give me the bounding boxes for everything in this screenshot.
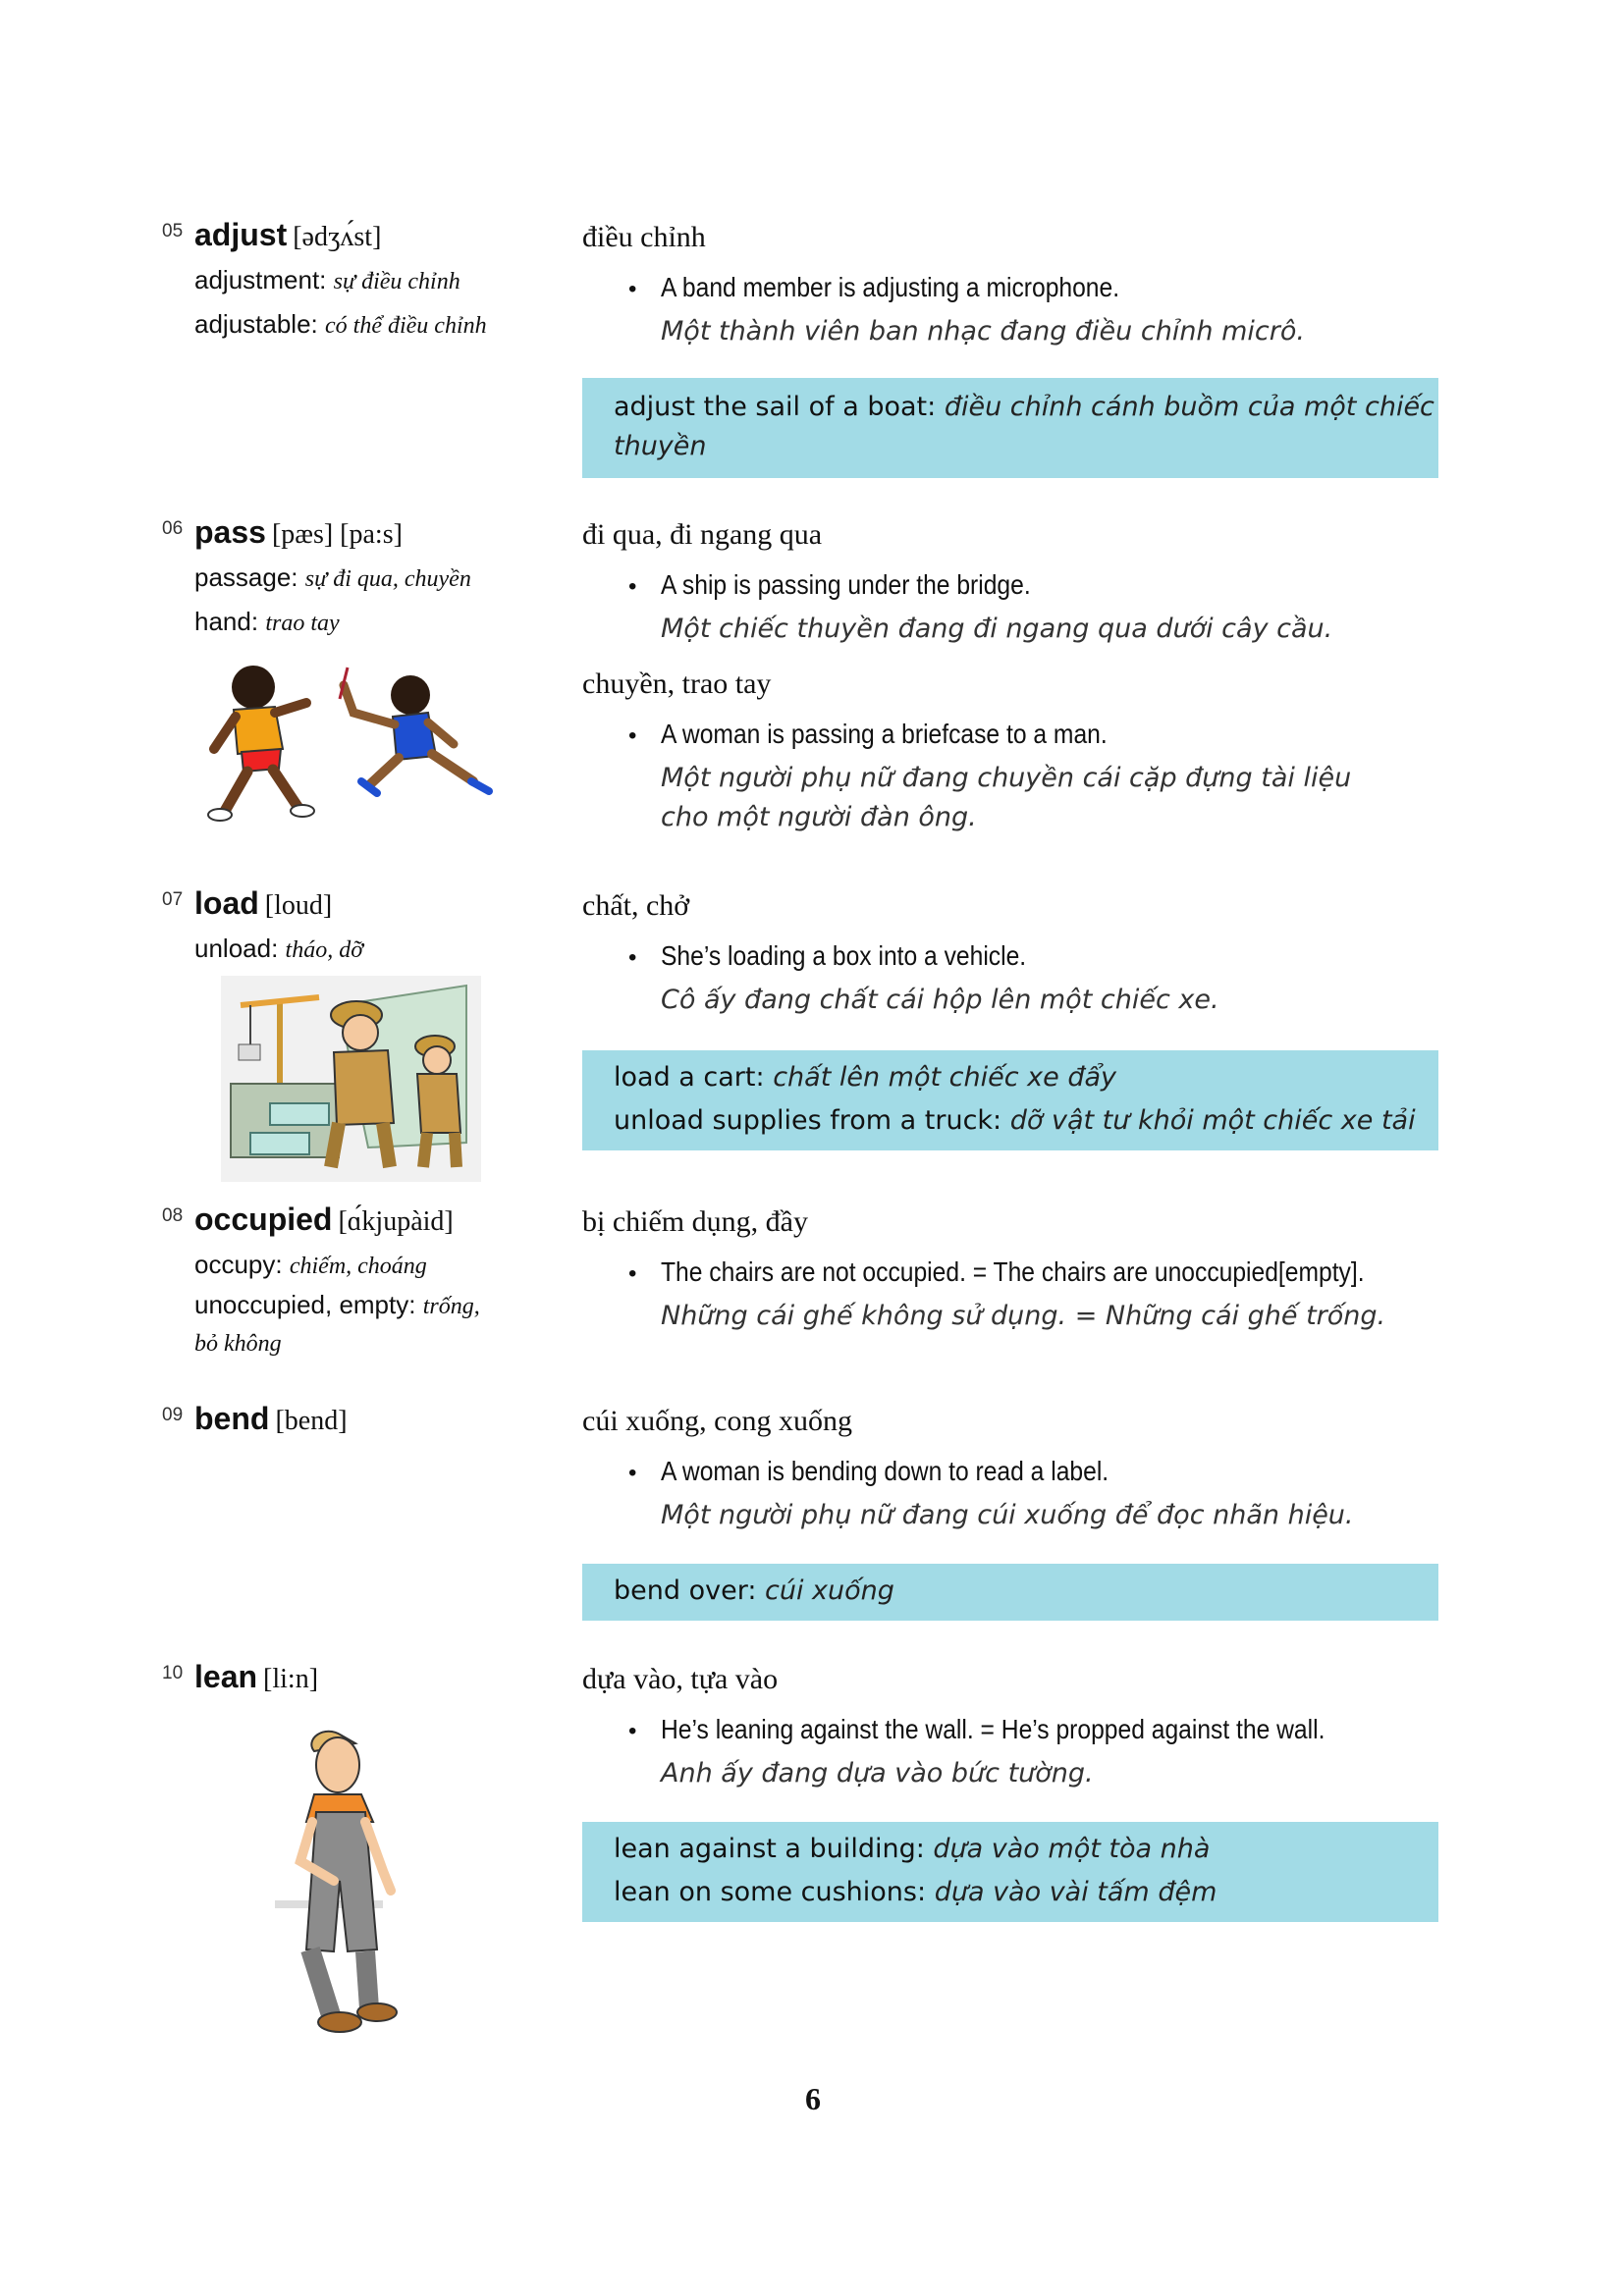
headword bbox=[194, 1201, 454, 1238]
derivative-meaning: trao tay bbox=[265, 611, 340, 636]
example-sentence: A woman is passing a briefcase to a man. bbox=[661, 719, 1108, 749]
headword bbox=[194, 217, 381, 253]
example-translation: Anh ấy đang dựa vào bức tường. bbox=[661, 1758, 1094, 1789]
derivative bbox=[194, 562, 471, 593]
entry-number: 09 bbox=[162, 1405, 184, 1425]
collocation-box bbox=[582, 1822, 1438, 1922]
bullet-icon: • bbox=[628, 276, 637, 302]
collocation-vi: thuyền bbox=[614, 431, 707, 461]
entry-number: 05 bbox=[162, 221, 184, 241]
collocation-box bbox=[582, 378, 1438, 478]
sense-meaning: đi qua, đi ngang qua bbox=[582, 518, 823, 551]
derivative-meaning: tháo, dỡ bbox=[285, 937, 364, 963]
example-sentence: The chairs are not occupied. = The chairs are unoccupied[empty]. bbox=[661, 1256, 1365, 1287]
example-translation: cho một người đàn ông. bbox=[661, 802, 977, 832]
collocation-en: bend over: bbox=[614, 1575, 757, 1606]
collocation-en: load a cart: bbox=[614, 1062, 765, 1093]
example-translation: Một thành viên ban nhạc đang điều chỉnh micrô. bbox=[661, 316, 1305, 347]
example-sentence: A ship is passing under the bridge. bbox=[661, 569, 1031, 600]
collocation-vi: dựa vào vài tấm đệm bbox=[934, 1877, 1217, 1907]
collocation-vi: điều chỉnh cánh buồm của một chiếc bbox=[944, 392, 1434, 422]
derivative-meaning: sự điều chỉnh bbox=[333, 269, 460, 294]
collocation-vi: dỡ vật tư khỏi một chiếc xe tải bbox=[1009, 1105, 1416, 1136]
entry-number: 06 bbox=[162, 518, 184, 539]
collocation-en: adjust the sail of a boat: bbox=[614, 392, 937, 422]
example-sentence: A band member is adjusting a microphone. bbox=[661, 272, 1120, 302]
entry-number: 10 bbox=[162, 1663, 184, 1683]
pronunciation: [bend] bbox=[275, 1406, 348, 1436]
derivative-meaning: có thể điều chỉnh bbox=[325, 313, 487, 339]
pronunciation: [li:n] bbox=[263, 1664, 319, 1694]
derivative bbox=[194, 1250, 427, 1280]
collocation-line bbox=[614, 1877, 1217, 1907]
collocation-line bbox=[614, 1105, 1416, 1136]
bullet-icon: • bbox=[628, 1718, 637, 1744]
headword-text: adjust bbox=[194, 217, 288, 252]
derivative bbox=[194, 607, 340, 637]
bullet-icon: • bbox=[628, 1260, 637, 1287]
derivative-meaning: trống, bbox=[422, 1294, 480, 1319]
page-number: 6 bbox=[805, 2081, 821, 2116]
derivative-word: hand: bbox=[194, 607, 259, 636]
collocation-box bbox=[582, 1564, 1438, 1621]
sense-meaning: chất, chở bbox=[582, 889, 690, 922]
derivative bbox=[194, 309, 487, 340]
example-translation: Một người phụ nữ đang cúi xuống để đọc nhãn hiệu. bbox=[661, 1500, 1354, 1530]
derivative-word: adjustment: bbox=[194, 265, 327, 294]
collocation-vi: cúi xuống bbox=[765, 1575, 894, 1606]
headword bbox=[194, 885, 332, 922]
collocation-line bbox=[614, 1575, 894, 1606]
bullet-icon: • bbox=[628, 722, 637, 749]
headword-text: occupied bbox=[194, 1201, 333, 1237]
collocation-line bbox=[614, 392, 1434, 422]
derivative-meaning: sự đi qua, chuyền bbox=[304, 566, 471, 592]
headword-text: load bbox=[194, 885, 259, 921]
collocation-line bbox=[614, 1834, 1210, 1864]
example-translation: Một người phụ nữ đang chuyền cái cặp đựng tài liệu bbox=[661, 763, 1352, 793]
example-translation: Những cái ghế không sử dụng. = Những cái ghế trống. bbox=[661, 1301, 1386, 1331]
headword-text: lean bbox=[194, 1659, 258, 1694]
collocation-line bbox=[614, 1062, 1116, 1093]
headword bbox=[194, 1401, 348, 1437]
collocation-en: lean against a building: bbox=[614, 1834, 925, 1864]
example-translation: Một chiếc thuyền đang đi ngang qua dưới cây cầu. bbox=[661, 614, 1333, 644]
derivative-word: passage: bbox=[194, 562, 298, 592]
derivative-meaning: chiếm, choáng bbox=[289, 1254, 427, 1279]
collocation-en: unload supplies from a truck: bbox=[614, 1105, 1002, 1136]
entry-number: 07 bbox=[162, 889, 184, 910]
example-sentence: A woman is bending down to read a label. bbox=[661, 1456, 1109, 1486]
bullet-icon: • bbox=[628, 573, 637, 600]
sense-meaning: điều chỉnh bbox=[582, 221, 706, 253]
derivative-meaning: bỏ không bbox=[194, 1331, 282, 1357]
derivative bbox=[194, 1290, 480, 1320]
entry-number: 08 bbox=[162, 1205, 184, 1226]
derivative bbox=[194, 1327, 282, 1358]
sense-meaning: chuyền, trao tay bbox=[582, 667, 772, 700]
pronunciation: [ədʒʌ́st] bbox=[293, 222, 382, 252]
derivative bbox=[194, 934, 363, 964]
derivative-word: unoccupied, empty: bbox=[194, 1290, 416, 1319]
example-sentence: She’s loading a box into a vehicle. bbox=[661, 940, 1027, 971]
example-sentence: He’s leaning against the wall. = He’s propped against the wall. bbox=[661, 1714, 1325, 1744]
derivative-word: occupy: bbox=[194, 1250, 283, 1279]
bullet-icon: • bbox=[628, 944, 637, 971]
bullet-icon: • bbox=[628, 1460, 637, 1486]
pronunciation: [pæs] [pa:s] bbox=[271, 519, 403, 550]
relay-runners-illustration bbox=[196, 656, 520, 823]
collocation-en: lean on some cushions: bbox=[614, 1877, 927, 1907]
derivative-word: adjustable: bbox=[194, 309, 318, 339]
headword bbox=[194, 514, 403, 551]
collocation-vi: chất lên một chiếc xe đẩy bbox=[773, 1062, 1116, 1093]
headword-text: pass bbox=[194, 514, 266, 550]
example-translation: Cô ấy đang chất cái hộp lên một chiếc xe. bbox=[661, 985, 1219, 1015]
headword bbox=[194, 1659, 318, 1695]
leaning-worker-illustration bbox=[275, 1724, 442, 2038]
derivative bbox=[194, 265, 460, 295]
pronunciation: [ɑ́kjupàid] bbox=[338, 1206, 454, 1237]
derivative-word: unload: bbox=[194, 934, 279, 963]
construction-workers-illustration bbox=[221, 976, 481, 1182]
pronunciation: [loud] bbox=[264, 890, 333, 921]
collocation-line bbox=[614, 431, 707, 461]
collocation-vi: dựa vào một tòa nhà bbox=[933, 1834, 1211, 1864]
sense-meaning: bị chiếm dụng, đầy bbox=[582, 1205, 808, 1238]
sense-meaning: dựa vào, tựa vào bbox=[582, 1663, 779, 1695]
headword-text: bend bbox=[194, 1401, 270, 1436]
collocation-box bbox=[582, 1050, 1438, 1150]
sense-meaning: cúi xuống, cong xuống bbox=[582, 1405, 852, 1437]
